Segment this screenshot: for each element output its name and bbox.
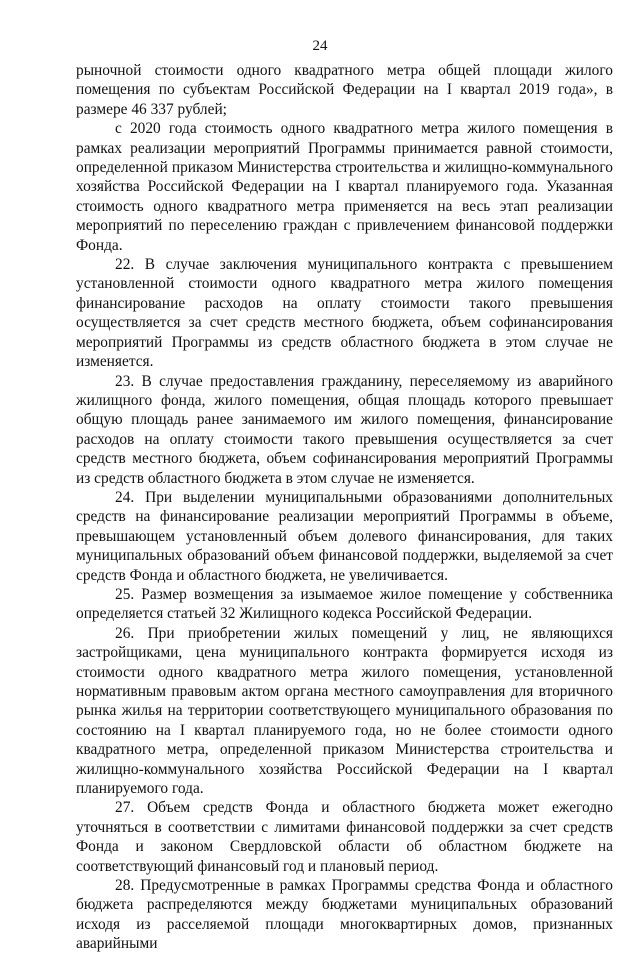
- body-text: [76, 61, 613, 954]
- paragraph-28: 28. Предусмотренные в рамках Программы средства Фонда и областного бюджета распределяются между бюджетами муниципальных образований исходя из расселяемой площади многоквартирных домов, признанных аварийными: [76, 877, 613, 953]
- page-number: 24: [312, 38, 328, 54]
- paragraph-26: 26. При приобретении жилых помещений у лиц, не являющихся застройщиками, цена муниципального контракта формируется исходя из стоимости одного квадратного метра жилого помещения, установленной нормативным правовым актом органа местного самоуправления для вторичного рынка жилья на территории соответствующего муниципального образования по состоянию на I квартал планируемого года, но не более стоимости одного квадратного метра, определенной приказом Министерства строительства и жилищно-коммунального хозяйства Российской Федерации на I квартал планируемого года.: [76, 624, 613, 798]
- paragraph-25: 25. Размер возмещения за изымаемое жилое помещение у собственника определяется статьей 32 Жилищного кодекса Российской Федерации.: [76, 585, 613, 623]
- paragraph-2020-cost: с 2020 года стоимость одного квадратного метра жилого помещения в рамках реализации мероприятий Программы принимается равной стоимости, определенной приказом Министерства строительства и жилищно-коммунального хозяйства Российской Федерации на I квартал планируемого года. Указанная стоимость одного квадратного метра применяется на весь этап реализации мероприятий по переселению граждан с привлечением финансовой поддержки Фонда.: [76, 120, 613, 254]
- paragraph-24: 24. При выделении муниципальными образованиями дополнительных средств на финансирование реализации мероприятий Программы в объеме, превышающем установленный объем долевого финансирования, для таких муниципальных образований объем финансовой поддержки, выделяемой за счет средств Фонда и областного бюджета, не увеличивается.: [76, 488, 613, 584]
- paragraph-22: 22. В случае заключения муниципального контракта с превышением установленной стоимости одного квадратного метра жилого помещения финансирование расходов на оплату стоимости такого превышения осуществляется за счет средств местного бюджета, объем софинансирования мероприятий Программы из средств областного бюджета в этом случае не изменяется.: [76, 256, 613, 371]
- paragraph-27: 27. Объем средств Фонда и областного бюджета может ежегодно уточняться в соответствии с лимитами финансовой поддержки за счет средств Фонда и законом Свердловской области об областном бюджете на соответствующий финансовый год и плановый период.: [76, 799, 613, 875]
- paragraph-continuation: рыночной стоимости одного квадратного метра общей площади жилого помещения по субъектам Российской Федерации на I квартал 2019 года», в размере 46 337 рублей;: [76, 62, 613, 118]
- paragraph-23: 23. В случае предоставления гражданину, переселяемому из аварийного жилищного фонда, жилого помещения, общая площадь которого превышает общую площадь ранее занимаемого им жилого помещения, финансирование расходов на оплату стоимости такого превышения осуществляется за счет средств местного бюджета, объем софинансирования мероприятий Программы из средств областного бюджета в этом случае не изменяется.: [76, 372, 613, 487]
